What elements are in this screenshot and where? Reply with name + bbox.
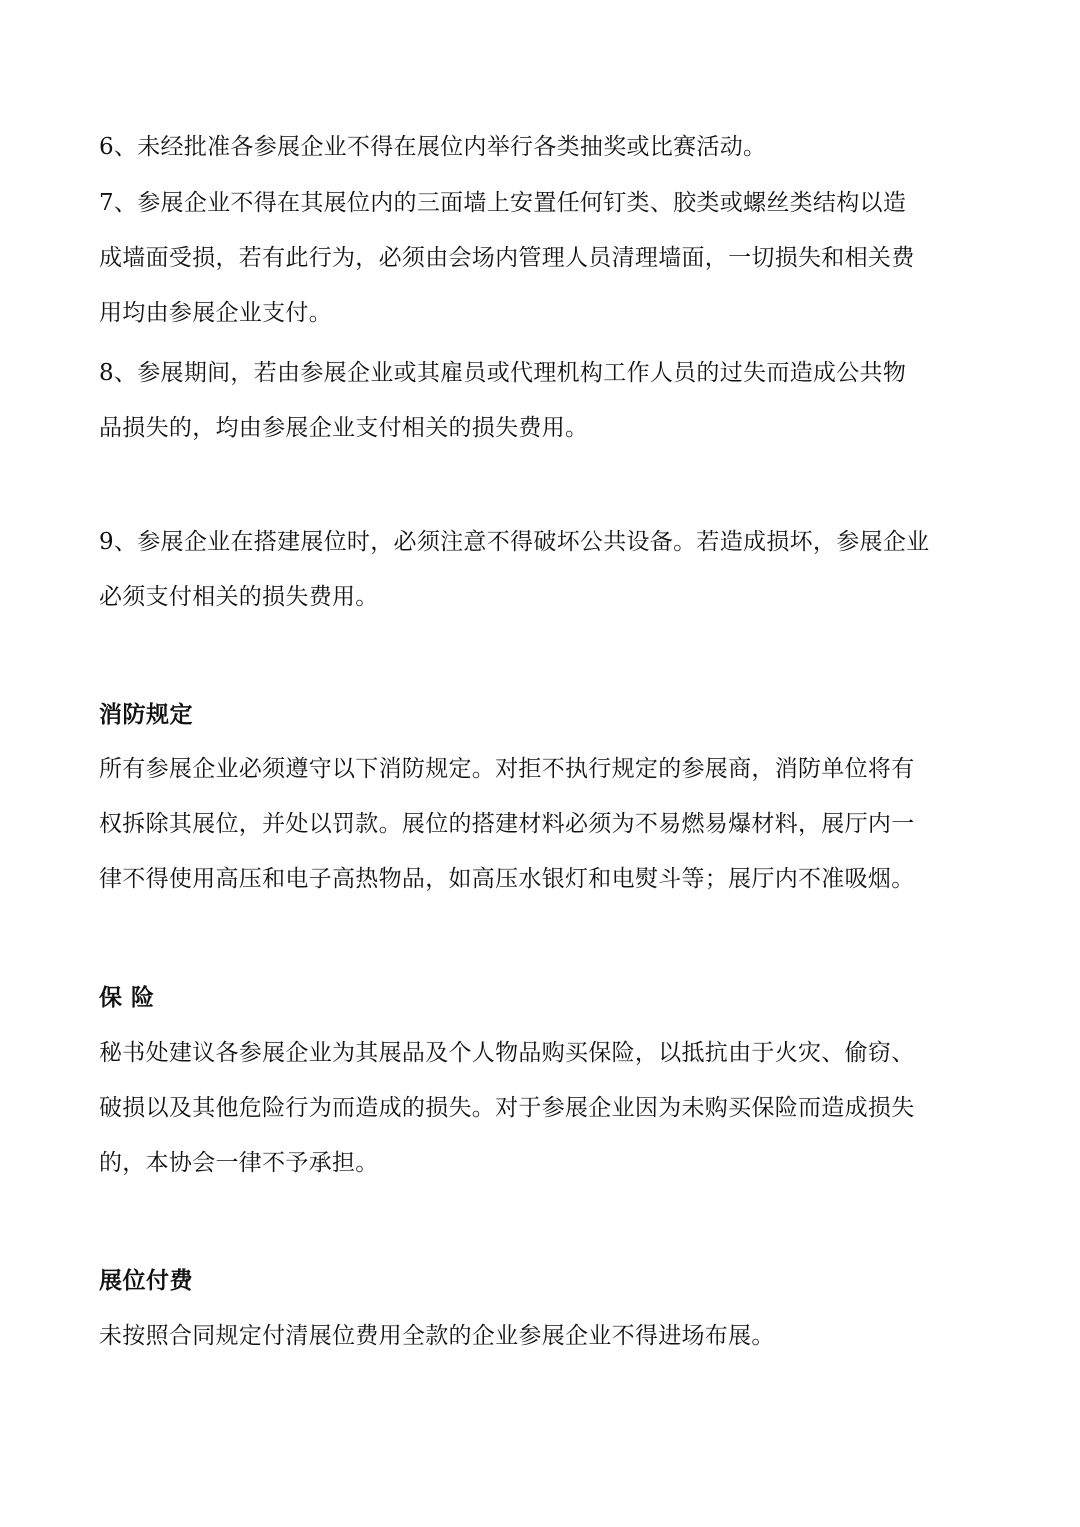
rule-item-9 (99, 515, 984, 625)
text-line: 所有参展企业必须遵守以下消防规定。对拒不执行规定的参展商，消防单位将有 (99, 756, 915, 782)
text-line: 律不得使用高压和电子高热物品，如高压水银灯和电熨斗等；展厅内不准吸烟。 (99, 866, 915, 892)
text-line: 9、参展企业在搭建展位时，必须注意不得破坏公共设备。若造成损坏，参展企业 (99, 529, 930, 555)
text-line: 6、未经批准各参展企业不得在展位内举行各类抽奖或比赛活动。 (99, 134, 767, 160)
text-line: 成墙面受损，若有此行为，必须由会场内管理人员清理墙面，一切损失和相关费 (99, 245, 915, 271)
insurance-paragraph (99, 1026, 984, 1191)
fire-rules-paragraph (99, 742, 984, 907)
section-heading-payment: 展位付费 (99, 1268, 193, 1294)
text-line: 破损以及其他危险行为而造成的损失。对于参展企业因为未购买保险而造成损失 (99, 1095, 915, 1121)
text-line: 未按照合同规定付清展位费用全款的企业参展企业不得进场布展。 (99, 1323, 775, 1349)
text-line: 7、参展企业不得在其展位内的三面墙上安置任何钉类、胶类或螺丝类结构以造 (99, 190, 907, 216)
rule-item-7 (99, 176, 984, 341)
text-line: 权拆除其展位，并处以罚款。展位的搭建材料必须为不易燃易爆材料，展厅内一 (99, 811, 915, 837)
text-line: 必须支付相关的损失费用。 (99, 584, 379, 610)
text-line: 8、参展期间，若由参展企业或其雇员或代理机构工作人员的过失而造成公共物 (99, 360, 907, 386)
text-line: 的，本协会一律不予承担。 (99, 1150, 379, 1176)
payment-paragraph (99, 1309, 984, 1364)
text-line: 秘书处建议各参展企业为其展品及个人物品购买保险，以抵抗由于火灾、偷窃、 (99, 1040, 915, 1066)
section-heading-insurance: 保 险 (99, 985, 155, 1011)
section-heading-fire: 消防规定 (99, 702, 193, 728)
rule-item-8 (99, 346, 984, 456)
text-line: 用均由参展企业支付。 (99, 300, 332, 326)
rule-item-6 (99, 120, 984, 175)
text-line: 品损失的，均由参展企业支付相关的损失费用。 (99, 415, 589, 441)
